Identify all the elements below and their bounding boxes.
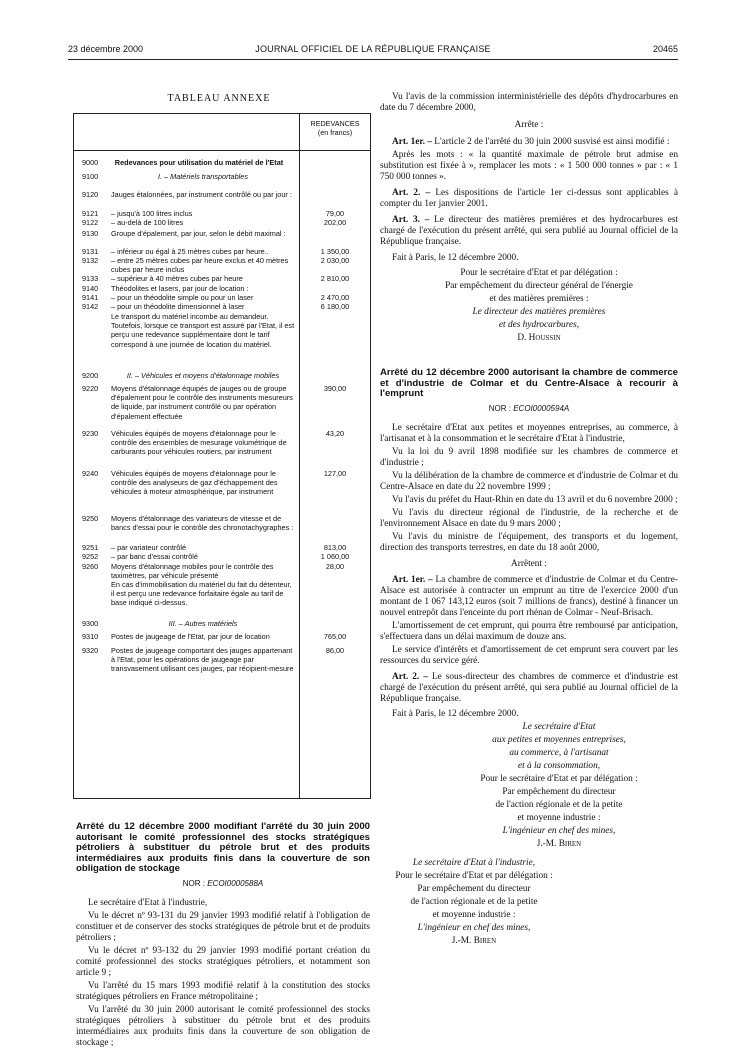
article-label: Art. 2. – bbox=[392, 188, 431, 198]
row-label: Véhicules équipés de moyens d'étalonnage pour le contrôle des ensembles de mesurage volumétrique de carburants pour véhicules routiers, par instrument bbox=[111, 429, 287, 457]
row-label: Moyens d'étalonnage des variateurs de vitesse et de bancs d'essai pour le contrôle des chronotachygraphes : bbox=[111, 514, 294, 533]
row-label: Moyens d'étalonnage mobiles pour le contrôle des taximètres, par véhicule présenté bbox=[111, 562, 274, 581]
paragraph: L'amortissement de cet emprunt, qui pourra être remboursé par anticipation, s'effectuera dans un délai maximum de douze ans. bbox=[380, 620, 678, 642]
signature-line: Pour le secrétaire d'Etat et par délégation : bbox=[480, 773, 638, 784]
row-value: 1 060,00 bbox=[320, 552, 350, 561]
signature-line: Le directeur des matières premières bbox=[472, 307, 606, 317]
nor-code: ECOI0000594A bbox=[513, 403, 570, 413]
paragraph: Le service d'intérêts et d'amortissement de cet emprunt sera couvert par les ressources du service géré. bbox=[380, 644, 678, 666]
row-code: 9130 bbox=[82, 229, 99, 238]
article-text: La chambre de commerce et d'industrie de Colmar et du Centre-Alsace est autorisée à contracter un emprunt au titre de l'exercice 2000 d'un montant de 1 067 143,12 euros (soit 7 millions de francs), destiné à financer un nouvel entrepôt dans l'enceinte du port rhénan de Colmar - Neuf-Brisach. bbox=[380, 574, 678, 618]
row-label: – entre 25 mètres cubes par heure exclus et 40 mètres cubes par heure inclus bbox=[111, 256, 289, 275]
row-label: Groupe d'épalement, par jour, selon le débit maximal : bbox=[111, 229, 286, 238]
row-value: 86,00 bbox=[325, 646, 345, 655]
row-label: Redevances pour utilisation du matériel de l'Etat bbox=[114, 158, 284, 167]
arrete-stocks-section bbox=[76, 822, 370, 1051]
annex-table bbox=[73, 113, 371, 799]
row-code: 9310 bbox=[82, 632, 99, 641]
article-text: Le sous-directeur des chambres de commerce et d'industrie est chargé de l'exécution du présent arrêté, qui sera publié au Journal officiel de la République française. bbox=[380, 671, 679, 704]
paragraph: Vu la délibération de la chambre de commerce et d'industrie de Colmar et du Centre-Alsace en date du 22 novembre 1999 ; bbox=[380, 470, 678, 492]
row-label: En cas d'immobilisation du matériel du fait du détenteur, il est perçu une redevance forfaitaire égale au tarif de base indiqué ci-dessus. bbox=[111, 580, 292, 608]
nor-label: NOR : bbox=[182, 878, 205, 888]
row-label: – jusqu'à 100 litres inclus bbox=[111, 209, 193, 218]
signature-line: aux petites et moyennes entreprises, bbox=[492, 734, 626, 745]
article-label: Art. 2. – bbox=[392, 671, 428, 682]
paragraph: Vu l'avis du préfet du Haut-Rhin en date du 13 avril et du 6 novembre 2000 ; bbox=[392, 494, 678, 505]
arrete-colmar-section bbox=[380, 368, 678, 947]
arrete-stocks-nor bbox=[76, 879, 370, 888]
row-code: 9142 bbox=[82, 302, 99, 311]
header-page-number: 20465 bbox=[652, 44, 678, 54]
row-code: 9252 bbox=[82, 552, 99, 561]
row-label: Moyens d'étalonnage équipés de jauges ou de groupe d'épalement pour le contrôle des instruments mesureurs de liquide, par instrument contrôlé ou par opération d'épalement effectuée bbox=[111, 384, 293, 421]
row-value: 813,00 bbox=[323, 543, 347, 552]
article-text: Le directeur des matières premières et des hydrocarbures est chargé de l'exécution du présent arrêté, qui sera publié au Journal officiel de la République française. bbox=[380, 215, 679, 247]
signatory-name: J.-M. Biren bbox=[536, 838, 582, 849]
row-label: – par variateur contrôlé bbox=[111, 543, 187, 552]
annex-title: TABLEAU ANNEXE bbox=[167, 93, 271, 104]
signature-line: et à la consommation, bbox=[517, 760, 601, 771]
signature-block bbox=[380, 268, 678, 344]
signature-block-1 bbox=[380, 722, 678, 850]
row-code: 9230 bbox=[82, 429, 99, 438]
row-label: Postes de jaugeage de l'Etat, par jour de location bbox=[111, 632, 270, 641]
right-column bbox=[380, 92, 678, 949]
paragraph: Le secrétaire d'Etat aux petites et moyennes entreprises, au commerce, à l'artisanat et à la consommation et le secrétaire d'Etat à l'industrie, bbox=[380, 422, 678, 444]
signature-line: de l'action régionale et de la petite bbox=[410, 896, 538, 907]
row-code: 9120 bbox=[82, 190, 99, 199]
signatory-name: D. Houssin bbox=[517, 333, 561, 343]
fait-a-paris: Fait à Paris, le 12 décembre 2000. bbox=[392, 253, 519, 263]
row-code: 9260 bbox=[82, 562, 99, 571]
column-header-unit: (en francs) bbox=[317, 127, 353, 137]
row-label: III. – Autres matériels bbox=[168, 619, 238, 628]
signature-line: et des hydrocarbures, bbox=[498, 320, 580, 330]
arrete-colmar-nor bbox=[380, 404, 678, 413]
article-2 bbox=[380, 188, 678, 210]
arrete-colmar-title: Arrêté du 12 décembre 2000 autorisant la chambre de commerce et d'industrie de Colmar et du Centre-Alsace à recourir à l'emprunt bbox=[380, 367, 678, 400]
article-label: Art. 1er. – bbox=[392, 137, 432, 147]
row-label: – inférieur ou égal à 25 mètres cubes par heure.. bbox=[111, 247, 269, 256]
article-text: L'article 2 de l'arrêté du 30 juin 2000 susvisé est ainsi modifié : bbox=[434, 137, 670, 147]
signature-line: L'ingénieur en chef des mines, bbox=[502, 825, 616, 836]
row-label: I. – Matériels transportables bbox=[157, 172, 249, 181]
row-label: Le transport du matériel incombe au demandeur. Toutefois, lorsque ce transport est assuré par l'Etat, il est perçu une redevance supplémentaire dont le tarif correspond à une journée de location du matériel. bbox=[111, 312, 295, 349]
paragraph: Vu l'avis de la commission interministérielle des dépôts d'hydrocarbures en date du 7 décembre 2000, bbox=[380, 92, 678, 113]
paragraph: Vu l'arrêté du 15 mars 1993 modifié relatif à la constitution des stocks stratégiques pétroliers en France métropolitaine ; bbox=[76, 980, 370, 1002]
row-code: 9000 bbox=[82, 158, 99, 167]
row-code: 9122 bbox=[82, 218, 99, 227]
paragraph: Vu l'avis du ministre de l'équipement, des transports et du logement, direction des transports terrestres, en date du 18 août 2000, bbox=[380, 531, 678, 553]
nor-label: NOR : bbox=[488, 403, 511, 413]
row-code: 9250 bbox=[82, 514, 99, 523]
row-code: 9240 bbox=[82, 469, 99, 478]
row-code: 9131 bbox=[82, 247, 99, 256]
signature-line: au commerce, à l'artisanat bbox=[509, 747, 609, 758]
article-2 bbox=[380, 672, 678, 705]
signature-line: de l'action régionale et de la petite bbox=[495, 799, 623, 810]
signature-line: et des matières premières : bbox=[489, 294, 589, 304]
table-header-divider bbox=[74, 150, 370, 151]
signature-line: Pour le secrétaire d'Etat et par délégation : bbox=[460, 268, 618, 278]
signature-line: Par empêchement du directeur bbox=[502, 786, 616, 797]
signature-line: Par empêchement du directeur général de l'énergie bbox=[445, 281, 633, 291]
row-value: 2 810,00 bbox=[320, 274, 350, 283]
arretent-heading: Arrêtent : bbox=[511, 558, 547, 569]
row-value: 2 030,00 bbox=[320, 256, 350, 265]
article-label: Art. 3. – bbox=[392, 215, 430, 225]
row-code: 9300 bbox=[82, 619, 99, 628]
signature-line: Pour le secrétaire d'Etat et par délégation : bbox=[395, 870, 553, 881]
header-title: JOURNAL OFFICIEL DE LA RÉPUBLIQUE FRANÇAISE bbox=[255, 44, 491, 54]
signature-line: L'ingénieur en chef des mines, bbox=[417, 922, 531, 933]
article-text: Les dispositions de l'article 1er ci-dessus sont applicables à compter du 1er janvier 2001. bbox=[380, 188, 679, 209]
row-value: 1 350,00 bbox=[320, 247, 350, 256]
signature-line: Le secrétaire d'Etat à l'industrie, bbox=[412, 857, 536, 868]
row-label: Véhicules équipés de moyens d'étalonnage pour le contrôle des analyseurs de gaz d'échappement des véhicules à moteur atmosphérique, par instrument bbox=[111, 469, 278, 497]
row-label: Postes de jaugeage comportant des jauges appartenant à l'Etat, pour les opérations de jaugeage par transvasement utilisant ces jauges, par récipient-mesure bbox=[111, 646, 294, 674]
signature-line: et moyenne industrie : bbox=[517, 812, 601, 823]
arrete-heading: Arrête : bbox=[514, 120, 544, 130]
row-label: – au-delà de 100 litres bbox=[111, 218, 184, 227]
row-code: 9220 bbox=[82, 384, 99, 393]
row-value: 127,00 bbox=[323, 469, 347, 478]
signature-block-2 bbox=[380, 858, 678, 947]
paragraph: Vu l'arrêté du 30 juin 2000 autorisant le comité professionnel des stocks stratégiques pétroliers à substituer du pétrole brut et des produits intermédiaires aux produits finis dans la couverture de son obligation de stockage ; bbox=[76, 1004, 370, 1048]
row-code: 9100 bbox=[82, 172, 99, 181]
table-column-header bbox=[300, 120, 370, 137]
arrete-stocks-title: Arrêté du 12 décembre 2000 modifiant l'arrêté du 30 juin 2000 autorisant le comité professionnel des stocks stratégiques pétroliers à substituer du pétrole brut et des produits intermédiaires aux produits finis dans la couverture de son obligation de stockage bbox=[76, 821, 370, 875]
row-code: 9121 bbox=[82, 209, 99, 218]
row-label: II. – Véhicules et moyens d'étalonnage mobiles bbox=[126, 371, 280, 380]
paragraph: Vu l'avis du directeur régional de l'industrie, de la recherche et de l'environnement Alsace en date du 9 mars 2000 ; bbox=[380, 507, 678, 529]
row-value: 2 470,00 bbox=[320, 293, 350, 302]
paragraph: Vu la loi du 9 avril 1898 modifiée sur les chambres de commerce et d'industrie ; bbox=[380, 446, 678, 468]
row-value: 79,00 bbox=[325, 209, 345, 218]
row-value: 765,00 bbox=[323, 632, 347, 641]
header-rule bbox=[68, 59, 678, 60]
article-1-detail: Après les mots : « la quantité maximale de pétrole brut admise en substitution est fixée à », remplacer les mots : « 1 500 000 tonnes » par : « 1 750 000 tonnes ». bbox=[380, 150, 678, 182]
article-3 bbox=[380, 215, 678, 248]
article-1 bbox=[380, 137, 678, 148]
row-code: 9141 bbox=[82, 293, 99, 302]
row-label: – supérieur à 40 mètres cubes par heure bbox=[111, 274, 243, 283]
fait-a-paris: Fait à Paris, le 12 décembre 2000. bbox=[392, 708, 519, 719]
row-code: 9140 bbox=[82, 284, 99, 293]
row-code: 9320 bbox=[82, 646, 99, 655]
nor-code: ECOI0000588A bbox=[207, 878, 264, 888]
column-header-line: REDEVANCES bbox=[310, 119, 360, 128]
row-label: – pour un théodolite simple ou pour un laser bbox=[111, 293, 254, 302]
row-value: 28,00 bbox=[325, 562, 345, 571]
row-label: Théodolites et lasers, par jour de location : bbox=[111, 284, 249, 293]
signature-line: et moyenne industrie : bbox=[432, 909, 516, 920]
row-value: 202,00 bbox=[323, 218, 347, 227]
row-label: – par banc d'essai contrôlé bbox=[111, 552, 198, 561]
row-label: Jauges étalonnées, par instrument contrôlé ou par jour : bbox=[111, 190, 292, 199]
signature-line: Le secrétaire d'Etat bbox=[522, 721, 596, 732]
signature-line: Par empêchement du directeur bbox=[417, 883, 531, 894]
article-1 bbox=[380, 575, 678, 619]
row-code: 9132 bbox=[82, 256, 99, 265]
row-code: 9133 bbox=[82, 274, 99, 283]
paragraph: Le secrétaire d'Etat à l'industrie, bbox=[88, 897, 208, 908]
page-header bbox=[68, 44, 678, 58]
row-value: 6 180,00 bbox=[320, 302, 350, 311]
row-code: 9251 bbox=[82, 543, 99, 552]
signatory-name: J.-M. Biren bbox=[451, 935, 497, 946]
row-code: 9200 bbox=[82, 371, 99, 380]
paragraph: Vu le décret nº 93-132 du 29 janvier 1993 modifié portant création du comité professionnel des stocks stratégiques pétroliers, et notamment son article 9 ; bbox=[76, 945, 370, 978]
article-label: Art. 1er. – bbox=[392, 574, 433, 585]
header-date: 23 décembre 2000 bbox=[68, 44, 144, 54]
row-label: – pour un théodolite dimensionnel à laser bbox=[111, 302, 245, 311]
row-value: 390,00 bbox=[323, 384, 347, 393]
paragraph: Vu le décret nº 93-131 du 29 janvier 1993 modifié relatif à l'obligation de constituer et de conserver des stocks stratégiques de pétrole brut et de produits pétroliers ; bbox=[76, 910, 370, 943]
row-value: 43,20 bbox=[325, 429, 345, 438]
